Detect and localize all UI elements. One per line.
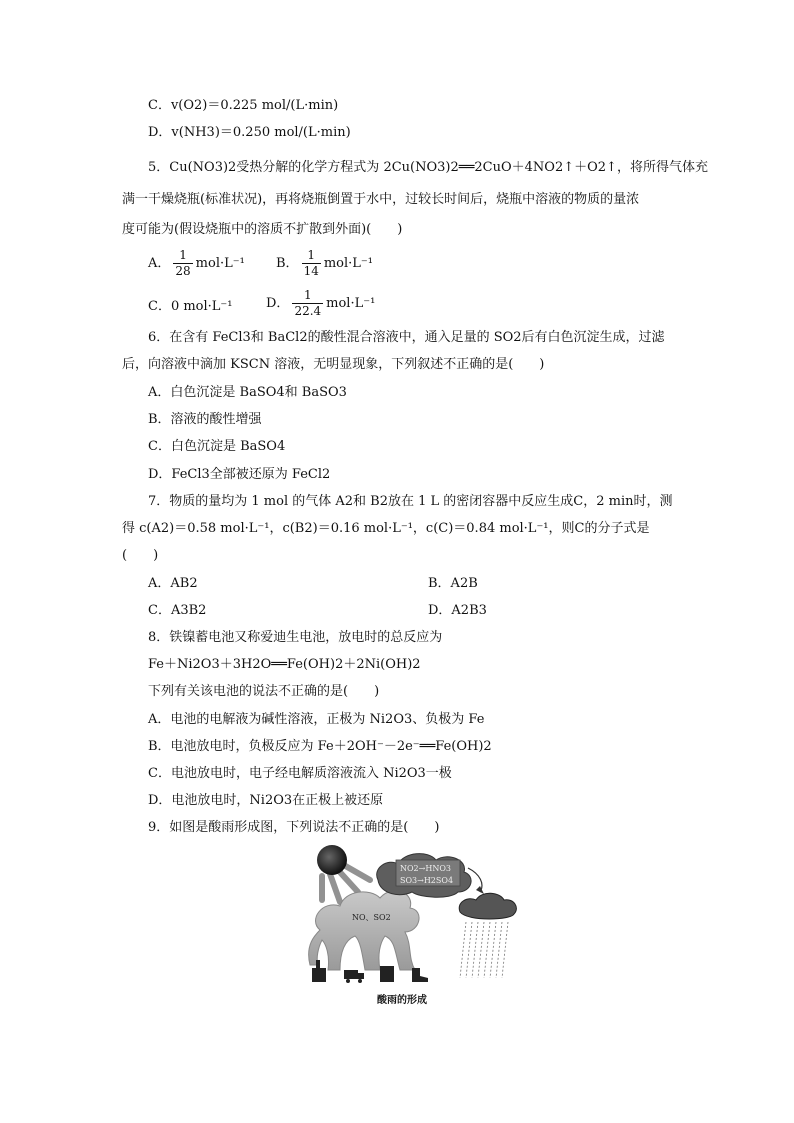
fig-label-no-so2: NO、SO2	[352, 913, 391, 922]
q6-option-c: C．白色沉淀是 BaSO4	[148, 439, 286, 454]
smoke-cloud	[309, 891, 419, 970]
fig-label-so3: SO3→H2SO4	[400, 876, 454, 885]
q9-stem: 9．如图是酸雨形成图，下列说法不正确的是( )	[148, 820, 440, 835]
truck-icon	[344, 970, 364, 983]
q5-stem-line2: 满一干燥烧瓶(标准状况)，再将烧瓶倒置于水中，过较长时间后，烧瓶中溶液的物质的量浓	[122, 192, 640, 207]
boot-icon	[412, 968, 428, 982]
q7-option-c: C．A3B2	[148, 603, 207, 618]
q6-option-b: B．溶液的酸性增强	[148, 412, 262, 427]
q8-equation: Fe＋Ni2O3＋3H2O══Fe(OH)2＋2Ni(OH)2	[148, 657, 421, 672]
sun-icon	[317, 845, 347, 875]
q6-stem-line2: 后，向溶液中滴加 KSCN 溶液，无明显现象，下列叙述不正确的是( )	[122, 357, 545, 372]
q7-stem-line1: 7．物质的量均为 1 mol 的气体 A2和 B2放在 1 L 的密闭容器中反应生成C，2 min时，测	[148, 494, 673, 509]
q5-option-c: C．0 mol·L⁻¹	[148, 299, 233, 314]
figure-caption: 酸雨的形成	[377, 995, 427, 1006]
q8-stem-line1: 8．铁镍蓄电池又称爱迪生电池，放电时的总反应为	[148, 630, 443, 645]
q7-option-a: A．AB2	[148, 576, 198, 591]
fig-label-no2: NO2→HNO3	[400, 864, 451, 873]
q8-option-d: D．电池放电时，Ni2O3在正极上被还原	[148, 793, 384, 808]
rain-streaks	[460, 922, 508, 978]
q6-option-a: A．白色沉淀是 BaSO4和 BaSO3	[148, 385, 347, 400]
q8-option-c: C．电池放电时，电子经电解质溶液流入 Ni2O3一极	[148, 766, 452, 781]
building-icon	[380, 966, 394, 982]
q6-option-d: D．FeCl3全部被还原为 FeCl2	[148, 467, 331, 482]
q7-option-b: B．A2B	[428, 576, 478, 591]
q7-option-d: D．A2B3	[428, 603, 487, 618]
q7-stem-line3: ( )	[122, 548, 159, 563]
rain-cloud	[459, 893, 516, 919]
q4-option-d: D．v(NH3)＝0.250 mol/(L·min)	[148, 125, 351, 140]
q8-option-b: B．电池放电时，负极反应为 Fe＋2OH⁻－2e⁻══Fe(OH)2	[148, 739, 492, 754]
q5-option-b: B． $\frac{1}{14}$ mol·L⁻¹	[276, 248, 373, 278]
q5-option-d: D． $\frac{1}{22.4}$ mol·L⁻¹	[266, 288, 376, 318]
q5-stem-line3: 度可能为(假设烧瓶中的溶质不扩散到外面)( )	[122, 222, 403, 237]
q8-option-a: A．电池的电解液为碱性溶液，正极为 Ni2O3、负极为 Fe	[148, 712, 485, 727]
q5-option-a: A． $\frac{1}{28}$ mol·L⁻¹	[148, 248, 245, 278]
q6-stem-line1: 6．在含有 FeCl3和 BaCl2的酸性混合溶液中，通入足量的 SO2后有白色沉淀生成，过滤	[148, 330, 665, 345]
q4-option-c: C．v(O2)＝0.225 mol/(L·min)	[148, 98, 339, 113]
acid-rain-figure	[300, 840, 525, 990]
q5-stem-line1: 5．Cu(NO3)2受热分解的化学方程式为 2Cu(NO3)2══2CuO＋4NO2↑＋O2↑，将所得气体充	[148, 160, 708, 175]
q7-stem-line2: 得 c(A2)＝0.58 mol·L⁻¹，c(B2)＝0.16 mol·L⁻¹，c(C)＝0.84 mol·L⁻¹，则C的分子式是	[122, 521, 650, 536]
q8-stem-line3: 下列有关该电池的说法不正确的是( )	[148, 684, 380, 699]
